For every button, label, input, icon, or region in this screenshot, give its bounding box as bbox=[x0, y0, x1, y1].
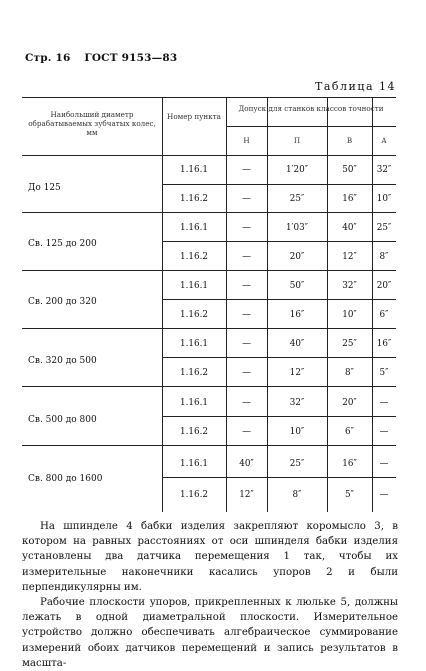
tolerance-value: 20″ bbox=[342, 398, 357, 408]
page-number: Стр. 16 bbox=[25, 52, 71, 64]
diameter-range: Св. 320 до 500 bbox=[28, 356, 97, 366]
class-label: А bbox=[381, 136, 387, 145]
table-title: Таблица 14 bbox=[315, 80, 396, 93]
item-number: 1.16.2 bbox=[180, 252, 208, 262]
tolerance-value: 16″ bbox=[289, 310, 305, 320]
item-number: 1.16.1 bbox=[180, 223, 208, 233]
tolerance-value: — bbox=[379, 427, 389, 437]
tolerance-value: — bbox=[242, 252, 251, 262]
tolerance-value: 16″ bbox=[342, 459, 357, 469]
group-divider bbox=[22, 270, 396, 271]
tolerance-value: — bbox=[242, 165, 251, 175]
tolerance-value: 1′20″ bbox=[285, 165, 309, 175]
tolerance-value: 25″ bbox=[376, 223, 392, 233]
tolerance-value: 50″ bbox=[342, 165, 357, 175]
tolerance-value: 6″ bbox=[379, 310, 389, 320]
tolerance-table bbox=[22, 97, 396, 512]
paragraph-text: На шпинделе 4 бабки изделия закрепляют коромысло 3, в котором на равных расстояниях от оси шпинделя бабки изделия установлены два датчика перемещения 1 так, чтобы их измерительные наконечники касались упоров 2 и были перпендикулярны им. bbox=[22, 521, 398, 593]
col-divider bbox=[327, 98, 328, 512]
page-header bbox=[25, 52, 187, 64]
group-divider bbox=[22, 328, 396, 329]
tolerance-value: — bbox=[242, 281, 251, 291]
diameter-range: Св. 200 до 320 bbox=[28, 297, 97, 307]
group-divider bbox=[22, 386, 396, 387]
tolerance-value: 12″ bbox=[289, 368, 305, 378]
tolerance-value: 8″ bbox=[379, 252, 389, 262]
tolerance-value: 1′03″ bbox=[285, 223, 309, 233]
tolerance-value: 5″ bbox=[379, 368, 389, 378]
tolerance-value: 40″ bbox=[289, 339, 305, 349]
item-number: 1.16.2 bbox=[180, 368, 208, 378]
header-subline bbox=[226, 126, 396, 127]
tolerance-value: — bbox=[242, 339, 251, 349]
tolerance-value: 16″ bbox=[376, 339, 392, 349]
item-number: 1.16.1 bbox=[180, 459, 208, 469]
class-label: В bbox=[346, 136, 353, 145]
tolerance-value: 25″ bbox=[289, 194, 305, 204]
class-label: Н bbox=[243, 136, 250, 145]
item-number: 1.16.1 bbox=[180, 398, 208, 408]
tolerance-value: 20″ bbox=[376, 281, 392, 291]
paragraph-text: Рабочие плоскости упоров, прикрепленных к люльке 5, должны лежать в одной диаметральной плоскости. Измерительное устройство должно обеспечивать алгебраическое суммирование измерений обоих датчиков перемещений и запись результатов в масшта- bbox=[22, 597, 398, 669]
row-divider bbox=[162, 416, 396, 417]
tolerance-value: — bbox=[379, 398, 389, 408]
item-number: 1.16.2 bbox=[180, 310, 208, 320]
tolerance-value: 10″ bbox=[342, 310, 357, 320]
tolerance-value: 12″ bbox=[342, 252, 357, 262]
item-number: 1.16.2 bbox=[180, 490, 208, 500]
diameter-range: Св. 500 до 800 bbox=[28, 415, 97, 425]
header-tolerance: Допуск для станков классов точности bbox=[238, 104, 384, 113]
tolerance-value: 32″ bbox=[342, 281, 357, 291]
tolerance-value: 6″ bbox=[345, 427, 354, 437]
diameter-range: Св. 125 до 200 bbox=[28, 239, 97, 249]
group-divider bbox=[22, 212, 396, 213]
tolerance-value: 16″ bbox=[342, 194, 357, 204]
tolerance-value: 10″ bbox=[376, 194, 392, 204]
col-divider bbox=[162, 98, 163, 512]
item-number: 1.16.1 bbox=[180, 281, 208, 291]
item-number: 1.16.1 bbox=[180, 165, 208, 175]
class-label: П bbox=[293, 136, 301, 145]
tolerance-value: 25″ bbox=[289, 459, 305, 469]
gost-number: ГОСТ 9153—83 bbox=[84, 52, 178, 64]
row-divider bbox=[162, 299, 396, 300]
tolerance-value: — bbox=[242, 368, 251, 378]
item-number: 1.16.1 bbox=[180, 339, 208, 349]
tolerance-value: — bbox=[379, 490, 389, 500]
tolerance-value: — bbox=[242, 427, 251, 437]
tolerance-value: 32″ bbox=[289, 398, 305, 408]
item-number: 1.16.2 bbox=[180, 427, 208, 437]
tolerance-value: 25″ bbox=[342, 339, 357, 349]
tolerance-value: 5″ bbox=[345, 490, 354, 500]
row-divider bbox=[162, 241, 396, 242]
diameter-range: Св. 800 до 1600 bbox=[28, 474, 103, 484]
row-divider bbox=[162, 357, 396, 358]
tolerance-value: 10″ bbox=[289, 427, 305, 437]
row-divider bbox=[162, 477, 396, 478]
tolerance-value: 50″ bbox=[289, 281, 305, 291]
item-number: 1.16.2 bbox=[180, 194, 208, 204]
header-bottom-line bbox=[22, 155, 396, 156]
tolerance-value: — bbox=[242, 398, 251, 408]
tolerance-value: 8″ bbox=[345, 368, 354, 378]
tolerance-value: 40″ bbox=[342, 223, 357, 233]
tolerance-value: — bbox=[242, 223, 251, 233]
tolerance-value: — bbox=[379, 459, 389, 469]
tolerance-value: — bbox=[242, 310, 251, 320]
tolerance-value: 12″ bbox=[239, 490, 254, 500]
header-diameter: Наибольший диаметр обрабатываемых зубчатых колес, мм bbox=[28, 110, 156, 137]
diameter-range: До 125 bbox=[28, 183, 61, 193]
col-divider bbox=[226, 98, 227, 512]
row-divider bbox=[162, 184, 396, 185]
tolerance-value: 8″ bbox=[292, 490, 302, 500]
body-paragraph bbox=[22, 519, 398, 671]
col-divider bbox=[267, 98, 268, 512]
tolerance-value: 20″ bbox=[289, 252, 305, 262]
tolerance-value: 32″ bbox=[376, 165, 392, 175]
tolerance-value: 40″ bbox=[239, 459, 254, 469]
tolerance-value: — bbox=[242, 194, 251, 204]
header-item: Номер пункта bbox=[167, 112, 221, 121]
col-divider bbox=[372, 98, 373, 512]
group-divider bbox=[22, 445, 396, 446]
